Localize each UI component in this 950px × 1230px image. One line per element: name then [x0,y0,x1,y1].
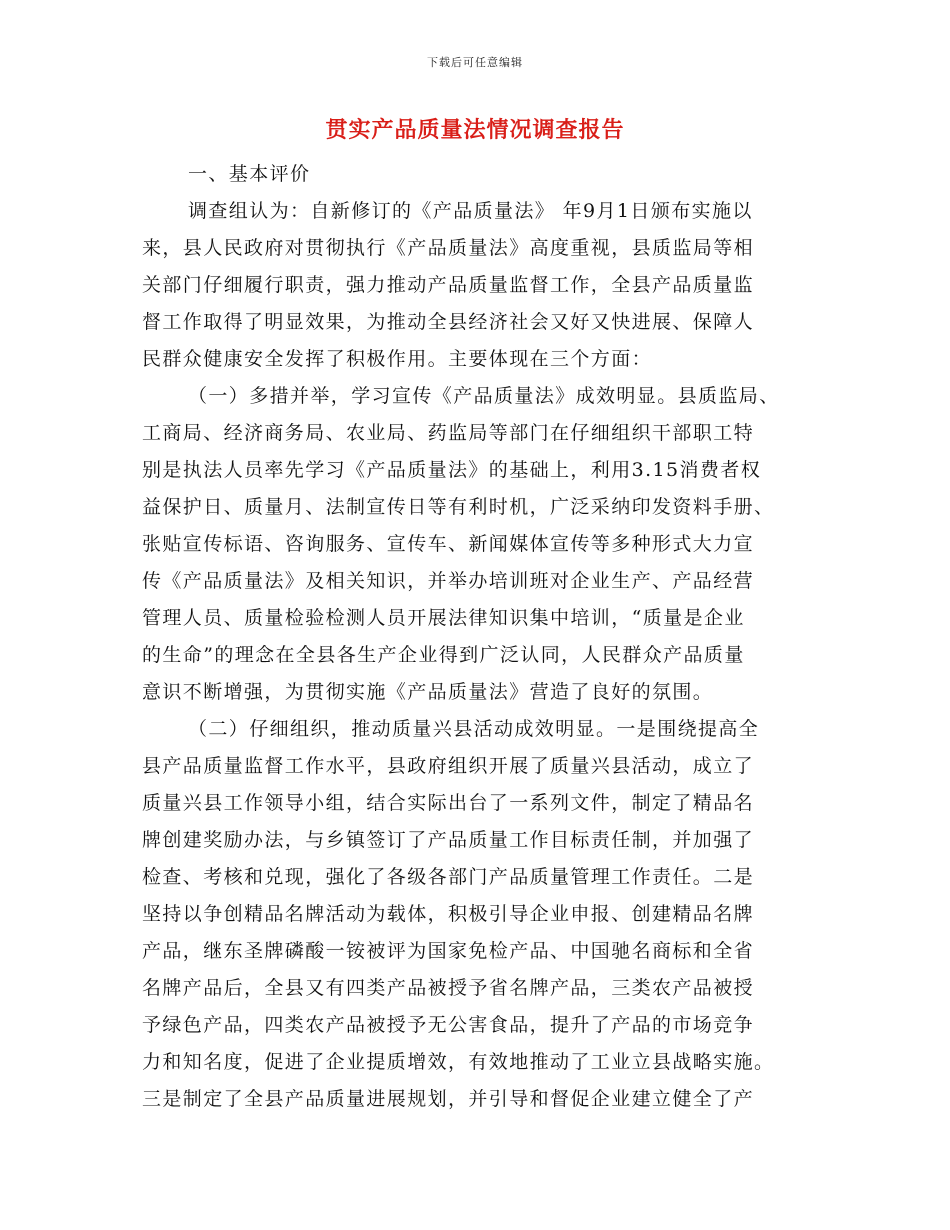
text-line: 管理人员、质量检验检测人员开展法律知识集中培训，“质量是企业 [142,607,745,629]
text-line: 名牌产品后，全县又有四类产品被授予省名牌产品，三类农产品被授 [142,977,755,999]
text-line: （二）仔细组织，推动质量兴县活动成效明显。一是围绕提高全 [188,718,760,740]
text-line: 别是执法人员率先学习《产品质量法》的基础上，利用3.15消费者权 [142,459,762,481]
text-line: 传《产品质量法》及相关知识，并举办培训班对企业生产、产品经营 [142,570,755,592]
text-line: 民群众健康安全发挥了积极作用。主要体现在三个方面： [142,348,653,370]
text-line: 坚持以争创精品名牌活动为载体，积极引导企业申报、创建精品名牌 [142,903,755,925]
text-line: 益保护日、质量月、法制宣传日等有利时机，广泛采纳印发资料手册、 [142,496,775,518]
document-body [142,156,808,1118]
text-line: 质量兴县工作领导小组，结合实际出台了一系列文件，制定了精品名 [142,792,755,814]
text-line: 来，县人民政府对贯彻执行《产品质量法》高度重视，县质监局等相 [142,237,755,259]
text-line: 意识不断增强，为贯彻实施《产品质量法》营造了良好的氛围。 [142,681,714,703]
text-line: 力和知名度，促进了企业提质增效，有效地推动了工业立县战略实施。 [142,1051,775,1073]
document-title: 贯实产品质量法情况调查报告 [325,117,625,143]
text-line: 县产品质量监督工作水平，县政府组织开展了质量兴县活动，成立了 [142,755,755,777]
text-line: （一）多措并举，学习宣传《产品质量法》成效明显。县质监局、 [188,385,780,407]
text-line: 督工作取得了明显效果，为推动全县经济社会又好又快进展、保障人 [142,311,755,333]
text-line: 予绿色产品，四类农产品被授予无公害食品，提升了产品的市场竞争 [142,1014,755,1036]
text-line: 三是制定了全县产品质量进展规划，并引导和督促企业建立健全了产 [142,1088,755,1110]
text-line: 检查、考核和兑现，强化了各级各部门产品质量管理工作责任。二是 [142,866,755,888]
text-line: 牌创建奖励办法，与乡镇签订了产品质量工作目标责任制，并加强了 [142,829,755,851]
text-line: 调查组认为：自新修订的《产品质量法》 年9月1日颁布实施以 [188,200,753,222]
text-line: 工商局、经济商务局、农业局、药监局等部门在仔细组织干部职工特 [142,422,755,444]
text-line: 一、基本评价 [188,163,311,185]
text-line: 关部门仔细履行职责，强力推动产品质量监督工作，全县产品质量监 [142,274,755,296]
text-line: 张贴宣传标语、咨询服务、宣传车、新闻媒体宣传等多种形式大力宣 [142,533,755,555]
text-line: 产品，继东圣牌磷酸一铵被评为国家免检产品、中国驰名商标和全省 [142,940,755,962]
header-note: 下载后可任意编辑 [427,56,523,69]
text-line: 的生命”的理念在全县各生产企业得到广泛认同，人民群众产品质量 [142,644,745,666]
